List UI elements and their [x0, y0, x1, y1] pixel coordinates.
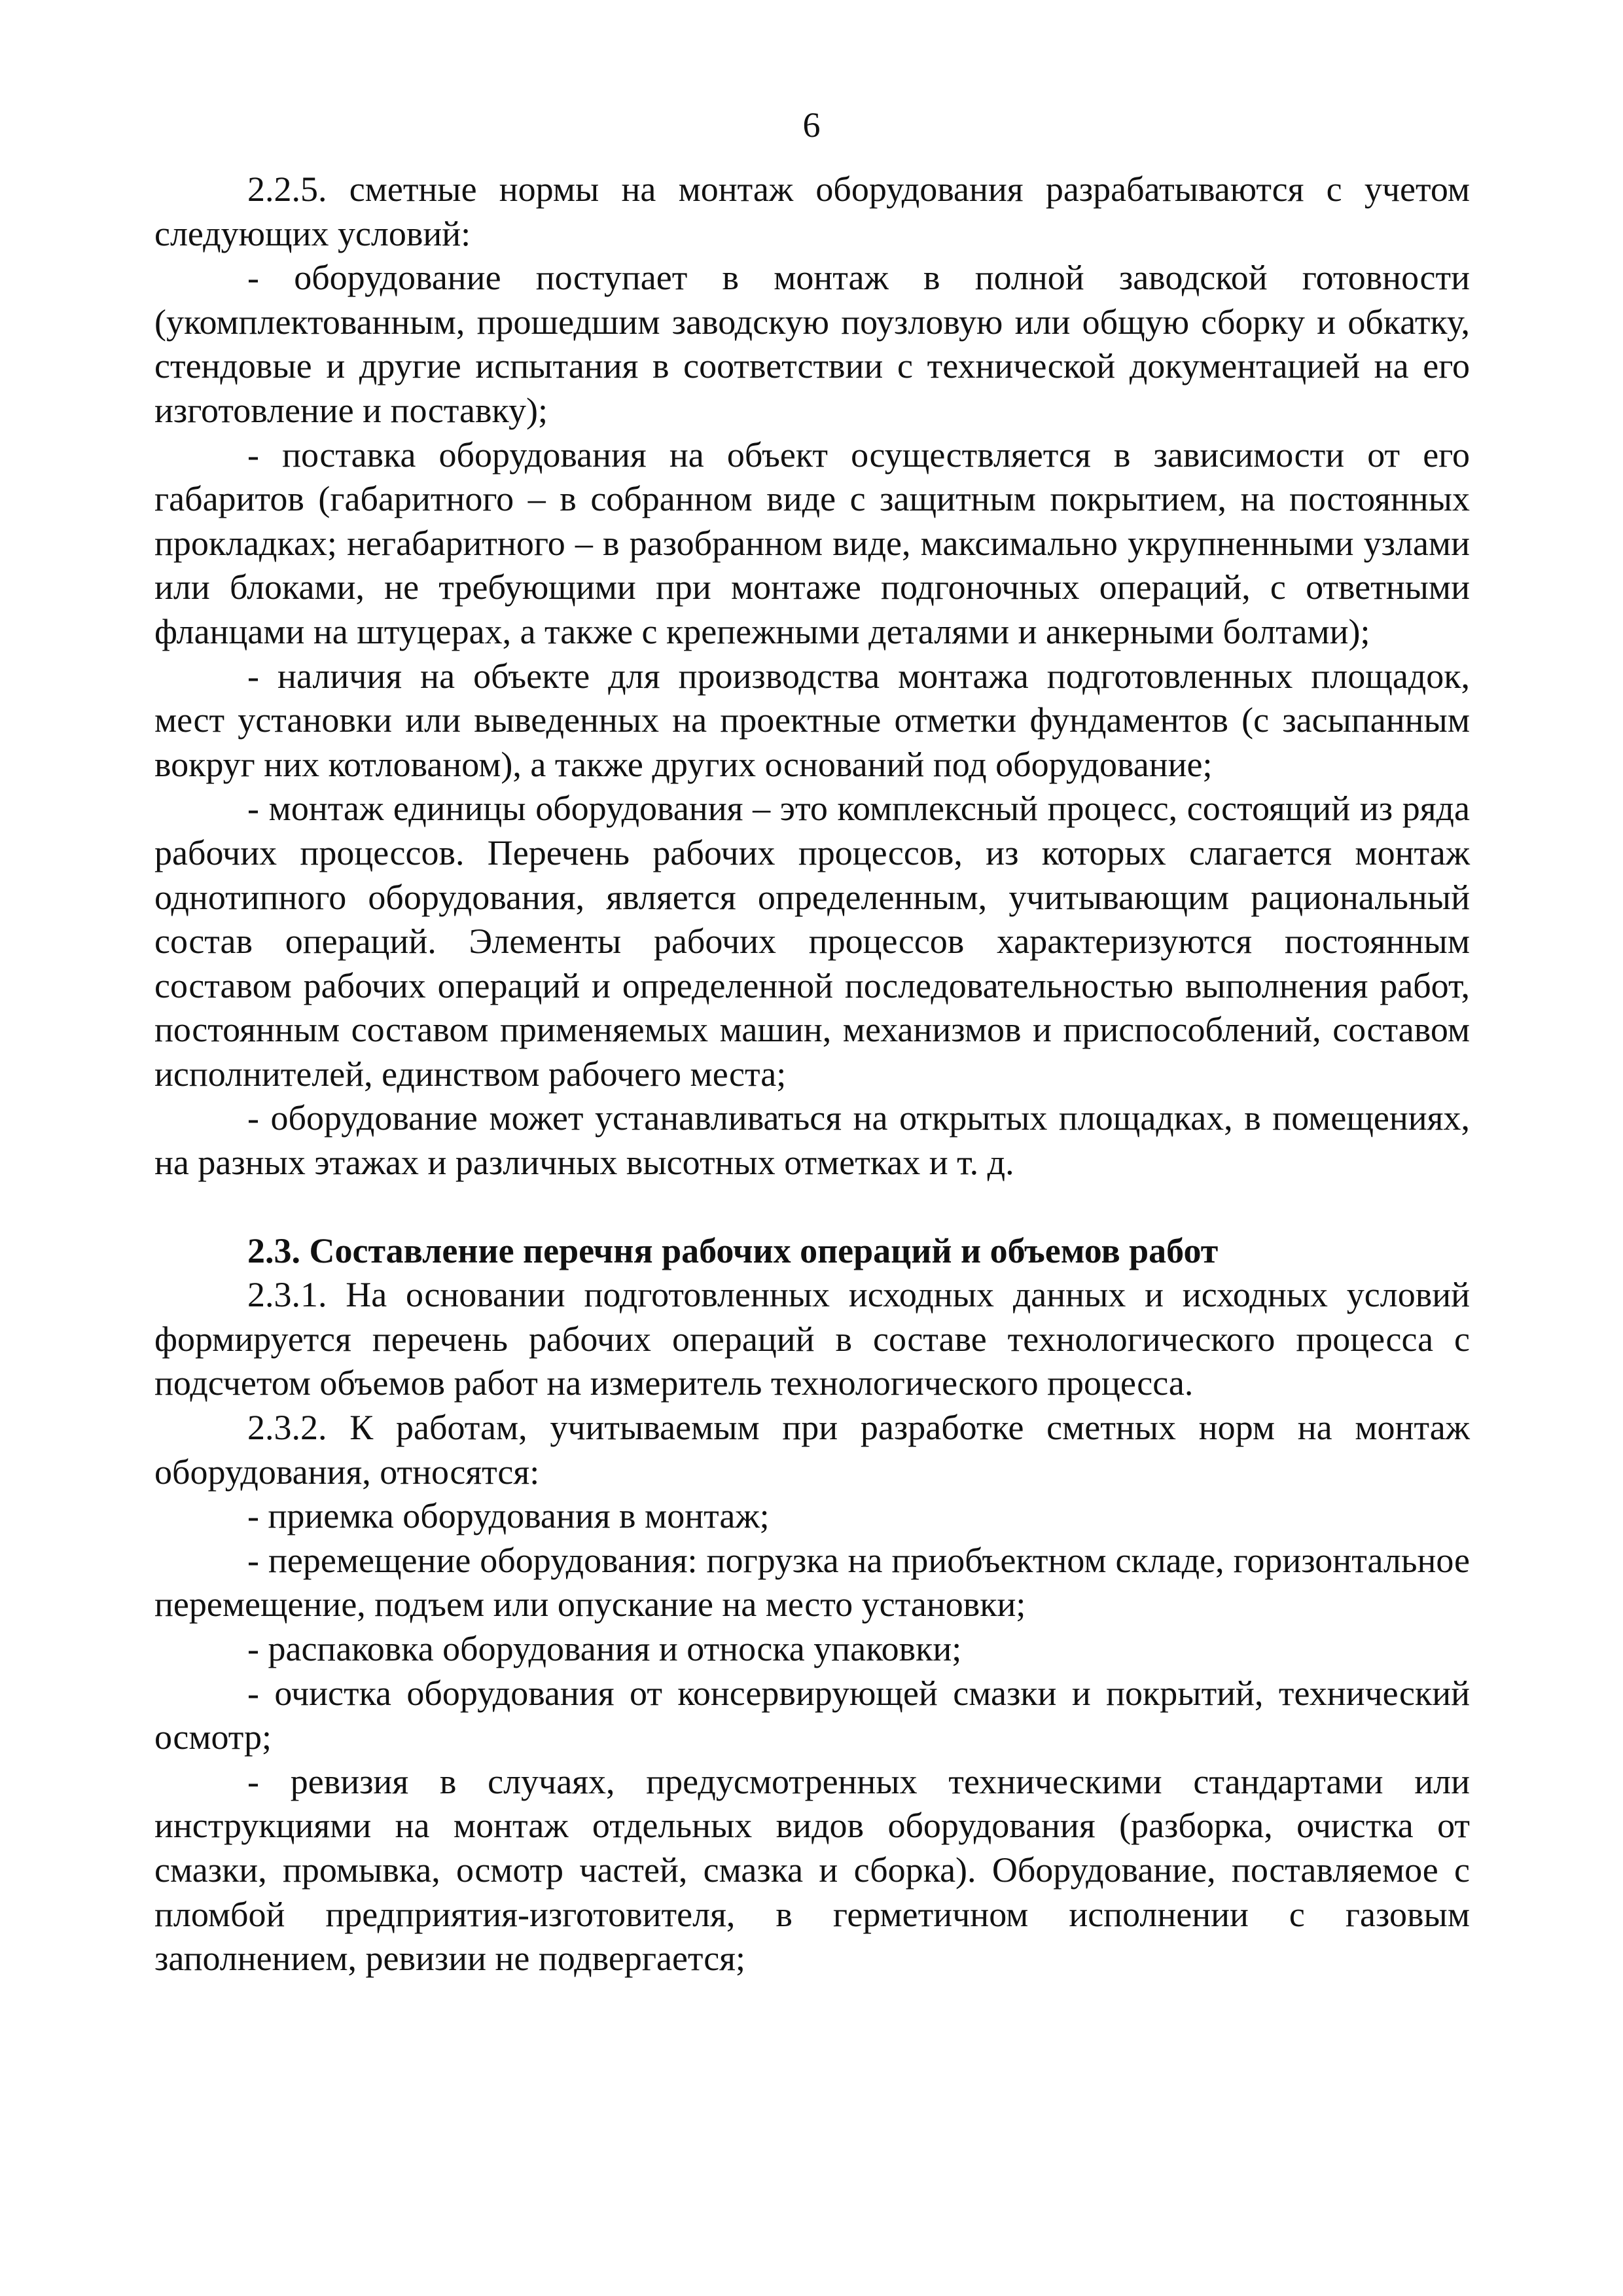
paragraph-2-3-1: 2.3.1. На основании подготовленных исходных данных и исходных условий формируется перечень рабочих операций в составе технологического процесса с подсчетом объемов работ на измеритель технологического процесса. — [154, 1275, 1470, 1403]
list-item-delivery-by-dimensions: - поставка оборудования на объект осуществляется в зависимости от его габаритов (габаритного – в собранном виде с защитным покрытием, на постоянных прокладках; негабаритного – в разобранном виде, максимально укрупненными узлами или блоками, не требующими при монтаже подгоночных операций, с ответными фланцами на штуцерах, а также с крепежными деталями и анкерными болтами); — [154, 435, 1470, 651]
list-item-factory-readiness: - оборудование поступает в монтаж в полной заводской готовности (укомплектованным, прошедшим заводскую поузловую или общую сборку и обкатку, стендовые и другие испытания в соответствии с технической документацией на его изготовление и поставку); — [154, 258, 1470, 430]
document-body — [154, 168, 1470, 1981]
section-heading-2-3: 2.3. Составление перечня рабочих операций и объемов работ — [247, 1230, 1219, 1270]
list-item-acceptance: - приемка оборудования в монтаж; — [247, 1496, 770, 1536]
list-item-prepared-sites: - наличия на объекте для производства монтажа подготовленных площадок, мест установки или выведенных на проектные отметки фундаментов (с засыпанным вокруг них котлованом), а также других оснований под оборудование; — [154, 656, 1470, 784]
page-number: 6 — [802, 105, 821, 145]
list-item-unpacking: - распаковка оборудования и относка упаковки; — [247, 1629, 962, 1668]
paragraph-2-2-5: 2.2.5. сметные нормы на монтаж оборудования разрабатываются с учетом следующих условий: — [154, 170, 1470, 253]
list-item-installation-locations: - оборудование может устанавливаться на открытых площадках, в помещениях, на разных этажах и различных высотных отметках и т. д. — [154, 1098, 1470, 1183]
list-item-relocation: - перемещение оборудования: погрузка на приобъектном складе, горизонтальное перемещение, подъем или опускание на место установки; — [154, 1540, 1470, 1624]
paragraph-2-3-2: 2.3.2. К работам, учитываемым при разработке сметных норм на монтаж оборудования, относятся: — [154, 1408, 1470, 1492]
list-item-cleaning: - очистка оборудования от консервирующей смазки и покрытий, технический осмотр; — [154, 1673, 1470, 1757]
list-item-installation-process: - монтаж единицы оборудования – это комплексный процесс, состоящий из ряда рабочих процессов. Перечень рабочих процессов, из которых слагается монтаж однотипного оборудования, является определенным, учитывающим рациональный состав операций. Элементы рабочих процессов характеризуются постоянным составом рабочих операций и определенной последовательностью выполнения работ, постоянным составом применяемых машин, механизмов и приспособлений, составом исполнителей, единством рабочего места; — [154, 789, 1470, 1094]
list-item-revision: - ревизия в случаях, предусмотренных техническими стандартами или инструкциями на монтаж отдельных видов оборудования (разборка, очистка от смазки, промывка, осмотр частей, смазка и сборка). Оборудование, поставляемое с пломбой предприятия-изготовителя, в герметичном исполнении с газовым заполнением, ревизии не подвергается; — [154, 1761, 1470, 1979]
